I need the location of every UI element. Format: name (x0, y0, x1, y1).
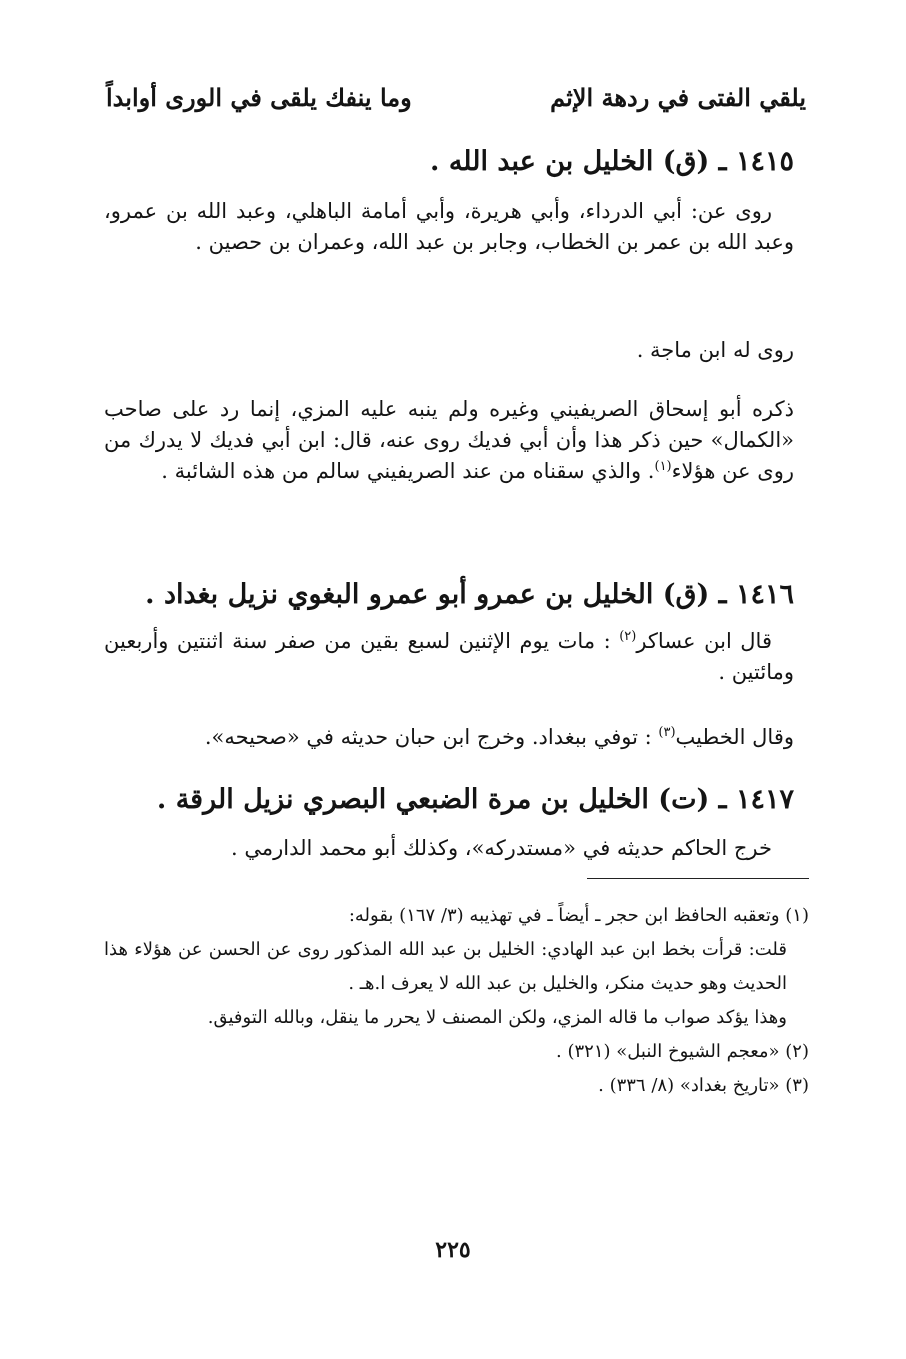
entry-heading-1417: ١٤١٧ ـ (ت) الخليل بن مرة الضبعي البصري نزيل الرقة . (156, 784, 794, 815)
khatib-lead: وقال الخطيب (675, 725, 794, 749)
footnotes-block (104, 899, 809, 1103)
commentary-lead: ذكره أبو إسحاق الصريفيني وغيره ولم ينبه عليه المزي، إنما رد على صاحب «الكمال» حين ذكر هذا وأن أبي فديك روى عنه، قال: ابن أبي فديك لا يدرك من روى عن هؤلاء (104, 397, 794, 483)
footnote-1: (١) وتعقبه الحافظ ابن حجر ـ أيضاً ـ في تهذيبه (٣/ ١٦٧) بقوله: (348, 905, 809, 926)
ibn-asakir-lead: قال ابن عساكر (636, 629, 772, 653)
footnote-ref-1: (١) (654, 459, 672, 474)
footnote-2: (٢) «معجم الشيوخ النبل» (٣٢١) . (556, 1041, 809, 1062)
entry-1416-khatib (104, 722, 794, 753)
entry-heading-1415: ١٤١٥ ـ (ق) الخليل بن عبد الله . (430, 146, 794, 177)
footnote-separator (587, 878, 809, 879)
entry-1415-body (104, 196, 794, 258)
entry-1416-khatib-text (104, 722, 794, 753)
entry-1415-commentary-text (104, 394, 794, 487)
verse-first-hemistich: يلقي الفتى في ردهة الإثم (550, 83, 806, 112)
entry-1417-body (104, 833, 794, 864)
entry-heading-1416: ١٤١٦ ـ (ق) الخليل بن عمرو أبو عمرو البغوي نزيل بغداد . (145, 579, 794, 610)
footnote-1-remark: وهذا يؤكد صواب ما قاله المزي، ولكن المصنف لا يحرر ما ينقل، وبالله التوفيق. (207, 1007, 787, 1028)
footnote-3: (٣) «تاريخ بغداد» (٨/ ٣٣٦) . (598, 1075, 809, 1096)
entry-1415-narrators: روى عن: أبي الدرداء، وأبي هريرة، وأبي أمامة الباهلي، وعبد الله بن عمرو، وعبد الله بن عمر بن الخطاب، وجابر بن عبد الله، وعمران بن حصين . (104, 199, 794, 254)
footnote-1-quote: قلت: قرأت بخط ابن عبد الهادي: الخليل بن عبد الله المذكور روى عن الحسن عن هؤلاء هذا الحديث وهو حديث منكر، والخليل بن عبد الله لا يعرف ا.هـ . (104, 939, 787, 994)
entry-1415-ibn-majah-text: روى له ابن ماجة . (636, 338, 794, 362)
verse-line (106, 78, 806, 118)
footnote-ref-3: (٣) (658, 725, 676, 740)
entry-1416-death-text (104, 626, 794, 688)
entry-1415-commentary (104, 394, 794, 487)
ibn-asakir-tail: : مات يوم الإثنين لسبع بقين من صفر سنة اثنتين وأربعين ومائتين . (104, 629, 794, 684)
entry-1416-ibn-asakir (104, 626, 794, 688)
footnote-ref-2: (٢) (619, 629, 637, 644)
page-number: ٢٢٥ (435, 1237, 471, 1263)
entry-1415-ibn-majah (104, 335, 794, 366)
commentary-tail: . والذي سقناه من عند الصريفيني سالم من هذه الشائبة . (161, 459, 655, 483)
entry-1417-hakim-text: خرج الحاكم حديثه في «مستدركه»، وكذلك أبو محمد الدارمي . (231, 836, 772, 860)
khatib-tail: : توفي ببغداد. وخرج ابن حبان حديثه في «صحيحه». (204, 725, 659, 749)
verse-second-hemistich: وما ينفك يلقى في الورى أوابداً (106, 83, 412, 112)
